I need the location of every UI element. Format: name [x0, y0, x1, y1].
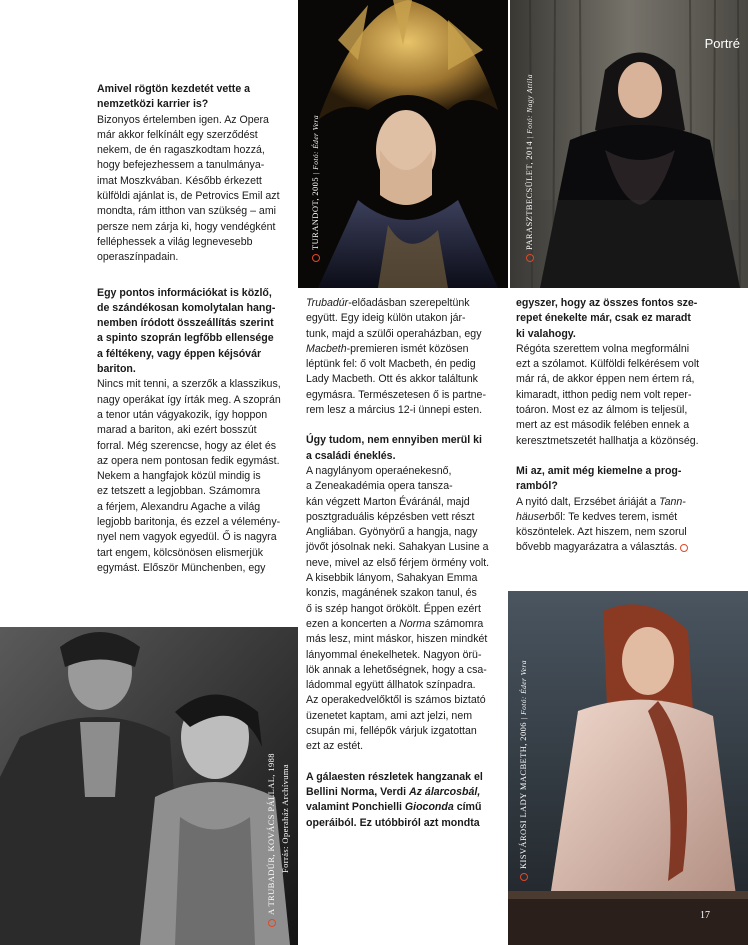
question-2-line: de szándékosan komolytalan hang-	[97, 301, 276, 314]
question-line: valamint Ponchielli Gioconda című	[306, 801, 482, 814]
answer-line: jövőt jósolnak neki. Sahakyan Lusine a	[306, 541, 489, 554]
answer-2-line: tart engem, kölcsönösen elismerjük	[97, 546, 264, 559]
question-line: egyszer, hogy az összes fontos sze-	[516, 297, 698, 309]
answer-line: keresztmetszetét hallhatja a közönség.	[516, 434, 699, 447]
answer-line: Angliában. Gyönyörű a hangja, nagy	[306, 526, 478, 539]
answer-1-line: persze nem zárja ki, hogy vendégként	[97, 220, 276, 233]
answer-line: léptünk fel: ő volt Macbeth, én pedig	[306, 358, 476, 371]
question-line: Úgy tudom, nem ennyiben merül ki	[306, 434, 483, 447]
caption-trubadur: A TRUBADÚR, KOVÁCS PÁLLAL, 1988	[266, 753, 276, 927]
answer-line: kán végzett Marton Éváránál, majd	[306, 495, 470, 508]
column-2	[306, 296, 504, 831]
section-label: Portré	[704, 36, 740, 51]
answer-line: köszöntelek. Azt hiszem, nem szorul	[516, 526, 687, 539]
photo-macbeth	[508, 591, 748, 945]
answer-line: lányommal énekelhetek. Nagyon örü-	[306, 648, 482, 661]
opera-title: Trubadúr	[306, 297, 349, 309]
opera-title: häuser	[516, 510, 549, 523]
question-line: repet énekelte már, csak ez maradt	[516, 312, 691, 325]
answer-line: csupán mi, fellépők várjuk izgatottan	[306, 725, 477, 738]
answer-1-line: felléphessek a világ legnevesebb	[97, 235, 253, 248]
answer-line: Az operakedvelőktől is számos biztató	[306, 694, 486, 707]
answer-line: mert az est második felében ennek a	[516, 419, 690, 432]
answer-1-line: Bizonyos értelemben igen. Az Opera	[97, 113, 269, 126]
answer-line: häuserből: Te kedves terem, ismét	[516, 510, 678, 523]
answer-1-line: imat Moszkvában. Később érkezett	[97, 174, 262, 187]
answer-line: tunk, majd a szülői operaházban, egy	[306, 327, 482, 340]
caption-dot-icon	[520, 873, 528, 881]
answer-line: üzenetet kaptam, ami azt jelzi, nem	[306, 709, 473, 722]
answer-line: A kisebbik lányom, Sahakyan Emma	[306, 572, 478, 585]
answer-line: egymásra. Természetesen ő is partne-	[306, 388, 486, 401]
question-2-line: Egy pontos információkat is közlő,	[97, 286, 272, 299]
question-2-line: a féltékeny, vagy éppen kéjsóvár	[97, 347, 262, 360]
answer-line: ezt a szólamot. Külföldi felkérésem volt	[516, 358, 700, 371]
question-line: ramból?	[516, 480, 558, 493]
answer-2-line: nyel nem vagyok egyedül. Ő is nagyra	[97, 531, 277, 544]
answer-line: együtt. Egy ideig külön utakon jár-	[306, 312, 466, 325]
answer-line: toáron. Most ez az álmom is teljesül,	[516, 404, 688, 417]
answer-line: ezen a koncerten a Norma számomra	[306, 617, 484, 630]
answer-line: már rá, de akkor éppen nem értem rá,	[516, 373, 695, 386]
answer-1-line: már akkor felkínált egy szerződést	[97, 128, 258, 141]
answer-line: konzis, magánének szakon tanul, és	[306, 587, 477, 600]
answer-2-line: a tenor után vágyakozik, így hoppon	[97, 408, 268, 421]
question-line: a családi éneklés.	[306, 449, 396, 462]
answer-line: ezt az estét.	[306, 740, 364, 753]
caption-dot-icon	[268, 919, 276, 927]
question-2-line: nemben íródott összeállítás szerint	[97, 317, 274, 330]
question-line: ki valahogy.	[516, 327, 576, 340]
answer-line: kimaradt, itthon pedig nem volt reper-	[516, 388, 692, 401]
opera-title: Macbeth	[306, 342, 347, 355]
opera-title: Norma	[399, 617, 431, 630]
photo-parasztbecsulet	[510, 0, 748, 288]
column-1	[97, 82, 295, 576]
caption-turandot: TURANDOT, 2005 | Fotó: Éder Vera	[310, 115, 320, 262]
answer-2-line: legjobb baritonja, és ezzel a vélemény-	[97, 516, 281, 529]
answer-2-line: a férjem, Alexandru Agache a világ	[97, 500, 261, 513]
answer-2-line: forral. Még szerencse, hogy az élet és	[97, 439, 277, 452]
question-2-line: bariton.	[97, 363, 136, 376]
question-line: operáiból. Ez utóbbiról azt mondta	[306, 816, 480, 829]
photo-trubadur	[0, 627, 298, 945]
answer-1-line: külföldi ajánlat is, de Petrovics Emil azt	[97, 190, 280, 203]
answer-2-line: egymást. Először Münchenben, egy	[97, 561, 266, 574]
question-1-line: nemzetközi karrier is?	[97, 98, 209, 111]
opera-title: Gioconda	[404, 801, 454, 814]
answer-line: ládommal együtt állhatok színpadra.	[306, 679, 476, 692]
question-1-line: Amivel rögtön kezdetét vette a	[97, 83, 251, 95]
caption-macbeth: KISVÁROSI LADY MACBETH, 2006 | Fotó: Éder Vera	[518, 660, 528, 881]
answer-line: A nyitó dalt, Erzsébet áriáját a Tann-	[516, 495, 686, 508]
caption-parasztbecsulet: PARASZTBECSÜLET, 2014 | Fotó: Nagy Attila	[524, 74, 534, 262]
answer-line: lök annak a lehetőségnek, hogy a csa-	[306, 663, 487, 676]
answer-2-line: nagy operákat így írták meg. A szoprán	[97, 393, 281, 406]
answer-line: A nagylányom operaénekesnő,	[306, 464, 452, 477]
answer-2-line: az opera nem pontosan fedik egymást.	[97, 454, 280, 467]
answer-1-line: operaszínpadain.	[97, 251, 179, 264]
answer-2-line: Nincs mit tenni, a szerzők a klasszikus,	[97, 378, 281, 391]
answer-line: posztgraduális képzésben vett részt	[306, 510, 475, 523]
answer-2-line: marad a bariton, aki ezért bosszút	[97, 424, 257, 437]
answer-1-line: nekem, de én ragaszkodtam hozzá,	[97, 144, 265, 157]
opera-title: Az álarcosbál,	[409, 785, 481, 798]
answer-line: neve, mivel az első férjem örmény volt.	[306, 556, 490, 569]
question-line: A gálaesten részletek hangzanak el	[306, 770, 483, 783]
answer-1-line: hogy befejezhessem a tanulmánya-	[97, 159, 265, 172]
trubadur-image	[0, 627, 298, 945]
caption-dot-icon	[526, 254, 534, 262]
question-line: Bellini Norma, Verdi Az álarcosbál,	[306, 785, 481, 798]
photo-turandot	[298, 0, 508, 288]
answer-line: más lesz, mint máskor, hiszen mindkét	[306, 633, 488, 646]
macbeth-image	[508, 591, 748, 945]
answer-line: Lady Macbeth. Ott és akkor találtunk	[306, 373, 478, 386]
end-mark-icon	[680, 544, 688, 552]
answer-1-line: mondta, rám itthon van szükség – ami	[97, 205, 277, 218]
caption-trubadur-credit: Forrás: Operaház Archívuma	[280, 763, 290, 873]
answer-2-line: ez tetszett a legjobban. Számomra	[97, 485, 261, 498]
answer-line: a Zeneakadémia opera tansza-	[306, 480, 453, 493]
question-line: Mi az, amit még kiemelne a prog-	[516, 464, 682, 477]
caption-dot-icon	[312, 254, 320, 262]
page-number: 17	[700, 910, 710, 921]
answer-2-line: Nekem a hangfajok közül mindig is	[97, 470, 261, 483]
answer-line: Régóta szerettem volna megformálni	[516, 342, 690, 355]
answer-line: rem lesz a március 12-i ünnepi esten.	[306, 404, 483, 417]
answer-line: ő is szép hangot örökölt. Éppen ezért	[306, 602, 481, 615]
answer-line: bővebb magyarázatra a választás.	[516, 540, 726, 555]
turandot-image	[298, 0, 508, 288]
column-3	[516, 296, 726, 556]
opera-title: Tann-	[659, 495, 686, 508]
answer-line: Macbeth-premieren ismét közösen	[306, 342, 469, 355]
answer-line: Trubadúr-előadásban szerepeltünk	[306, 297, 470, 309]
question-2-line: a spinto szoprán legfőbb ellensége	[97, 332, 274, 345]
